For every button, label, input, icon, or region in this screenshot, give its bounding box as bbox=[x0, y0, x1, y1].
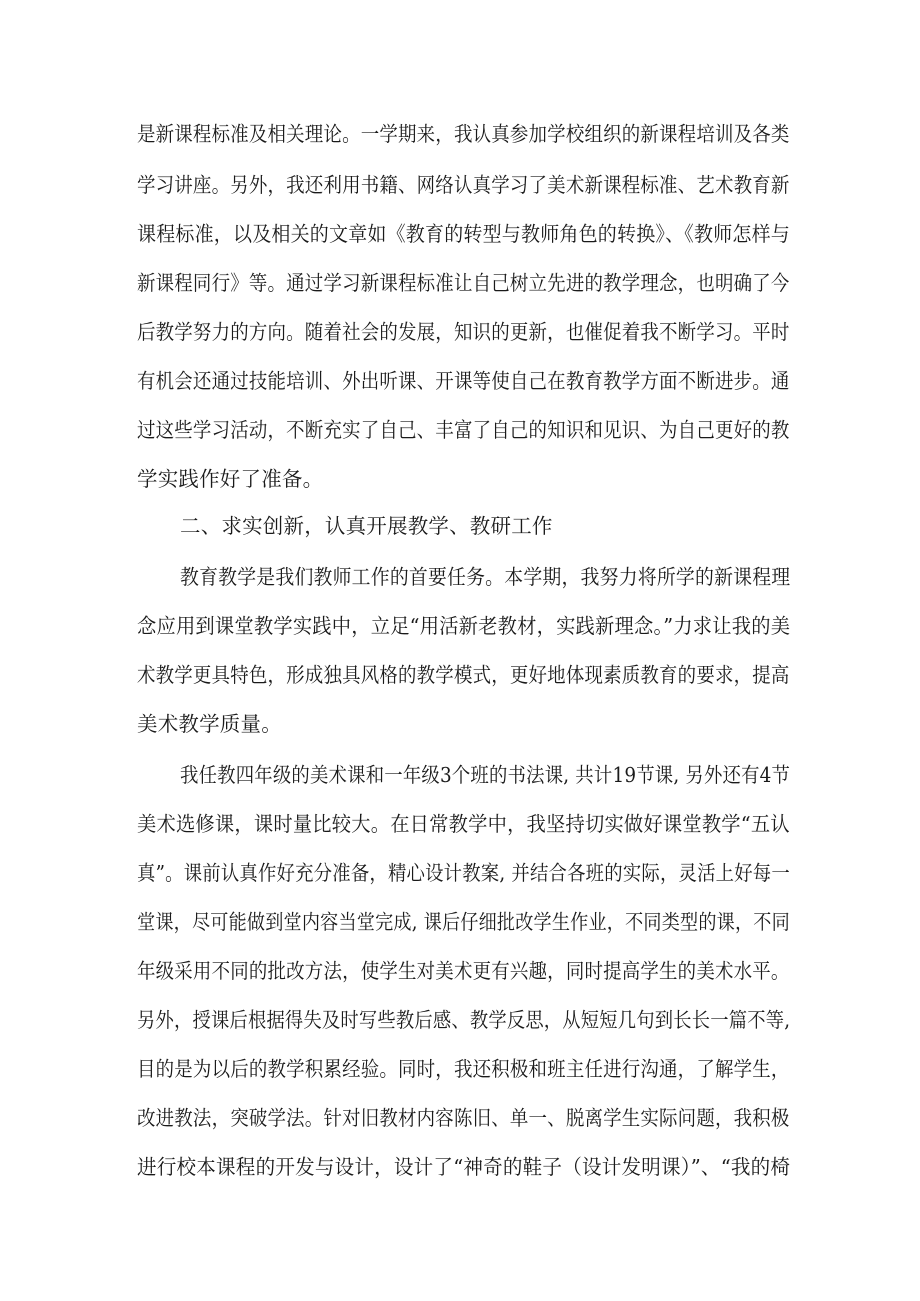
text-line: 是新课程标准及相关理论。一学期来，我认真参加学校组织的新课程培训及各类 bbox=[137, 122, 790, 146]
text-line: 目的是为以后的教学积累经验。同时，我还积极和班主任进行沟通，了解学生， bbox=[137, 1057, 790, 1081]
text-line: 美术选修课，课时量比较大。在日常教学中，我坚持切实做好课堂教学“五认 bbox=[137, 812, 790, 836]
text-line: 改进教法，突破学法。针对旧教材内容陈旧、单一、脱离学生实际问题，我积极 bbox=[137, 1106, 790, 1130]
text-line: 新课程同行》等。通过学习新课程标准让自己树立先进的教学理念，也明确了今 bbox=[137, 271, 790, 295]
text-line: 真”。课前认真作好充分准备，精心设计教案, 并结合各班的实际，灵活上好每一 bbox=[137, 861, 790, 885]
text-line: 学习讲座。另外，我还利用书籍、网络认真学习了美术新课程标准、艺术教育新 bbox=[137, 173, 790, 197]
text-line: 课程标准，以及相关的文章如《教育的转型与教师角色的转换》、《教师怎样与 bbox=[137, 222, 790, 246]
text-line: 学实践作好了准备。 bbox=[137, 467, 324, 491]
text-line: 进行校本课程的开发与设计，设计了“神奇的鞋子（设计发明课）”、“我的椅 bbox=[137, 1155, 791, 1179]
paragraph-first-line: 我任教四年级的美术课和一年级3个班的书法课, 共计19节课, 另外还有4节 bbox=[180, 763, 791, 787]
text-line: 年级采用不同的批改方法，使学生对美术更有兴趣，同时提高学生的美术水平。 bbox=[137, 959, 790, 983]
text-line: 术教学更具特色，形成独具风格的教学模式，更好地体现素质教育的要求，提高 bbox=[137, 663, 790, 687]
text-line: 过这些学习活动，不断充实了自己、丰富了自己的知识和见识、为自己更好的教 bbox=[137, 418, 790, 442]
paragraph-first-line: 教育教学是我们教师工作的首要任务。本学期，我努力将所学的新课程理 bbox=[180, 565, 791, 589]
text-line: 另外，授课后根据得失及时写些教后感、教学反思，从短短几句到长长一篇不等, bbox=[137, 1008, 791, 1032]
text-line: 美术教学质量。 bbox=[137, 712, 282, 736]
text-line: 念应用到课堂教学实践中，立足“用活新老教材，实践新理念。”力求让我的美 bbox=[137, 614, 791, 638]
section-heading: 二、求实创新，认真开展教学、教研工作 bbox=[180, 514, 553, 538]
text-line: 后教学努力的方向。随着社会的发展，知识的更新，也催促着我不断学习。平时 bbox=[137, 320, 790, 344]
text-line: 有机会还通过技能培训、外出听课、开课等使自己在教育教学方面不断进步。通 bbox=[137, 369, 790, 393]
text-line: 堂课，尽可能做到堂内容当堂完成, 课后仔细批改学生作业，不同类型的课，不同 bbox=[137, 910, 790, 934]
